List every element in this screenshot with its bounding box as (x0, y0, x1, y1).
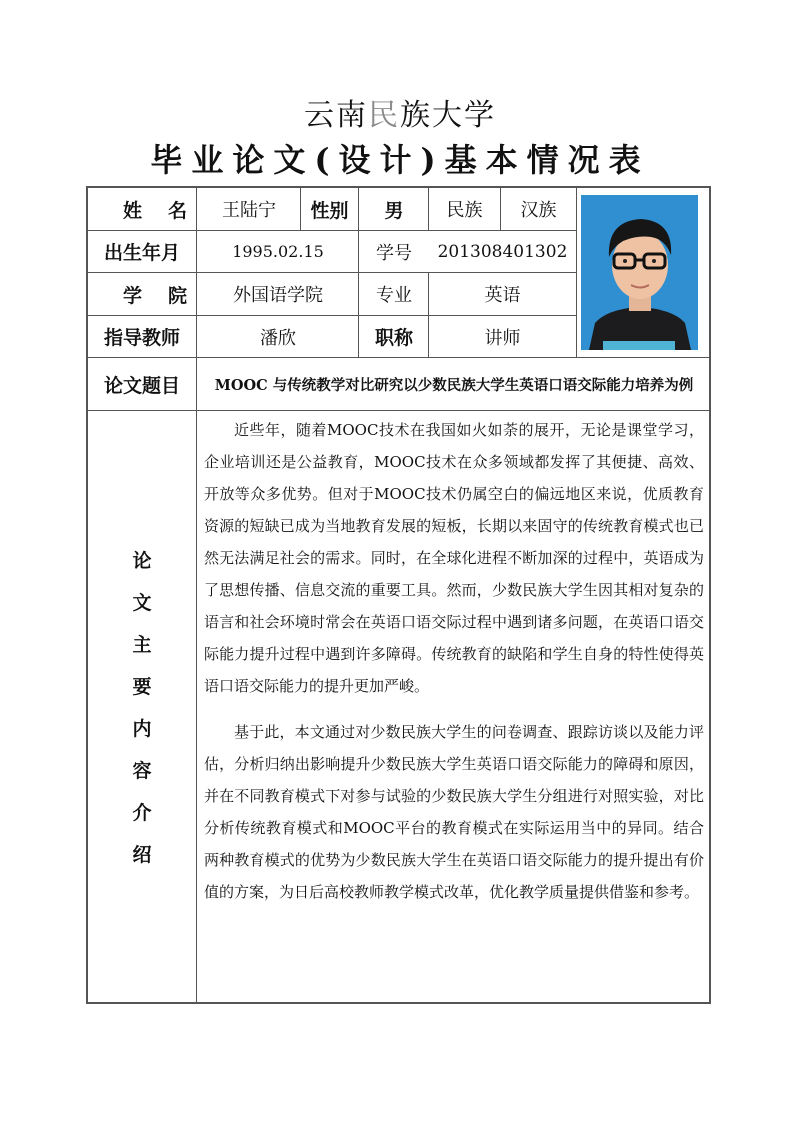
row-divider (88, 410, 709, 411)
name-label: 姓名 (122, 199, 213, 222)
student-id-label: 学号 (376, 242, 412, 264)
university-name-part1: 云南 (304, 98, 368, 133)
thesis-title: MOOC 与传统教学对比研究以少数民族大学生英语口语交际能力培养为例 (214, 376, 694, 394)
col-divider (576, 188, 577, 357)
gender-value: 男 (384, 199, 404, 222)
summary-label-char: 主 (132, 634, 152, 656)
student-portrait-icon (581, 195, 698, 350)
form-title: 毕业论文(设计)基本情况表 (150, 141, 650, 179)
advisor-label: 指导教师 (103, 327, 180, 349)
summary-label-char: 介 (132, 802, 152, 824)
summary-label-char: 内 (132, 718, 152, 740)
summary-label-char: 文 (132, 592, 152, 614)
college-label: 学院 (122, 284, 213, 307)
col-divider (358, 188, 359, 357)
summary-label-char: 容 (132, 760, 152, 782)
title-value: 讲师 (484, 327, 521, 349)
summary-label-char: 论 (132, 550, 152, 572)
major-value: 英语 (484, 285, 521, 306)
summary-label (88, 540, 196, 876)
ethnicity-value: 汉族 (520, 200, 557, 221)
advisor-value: 潘欣 (260, 327, 296, 349)
thesis-label: 论文题目 (103, 374, 180, 397)
summary-label-char: 绍 (132, 844, 152, 866)
summary-paragraph: 近些年，随着MOOC技术在我国如火如荼的展开，无论是课堂学习，企业培训还是公益教育，MOOC技术在众多领域都发挥了其便捷、高效、开放等众多优势。但对于MOOC技术仍属空白的偏远地区来说，优质教育资源的短缺已成为当地教育发展的短板，长期以来固守的传统教育模式也已然无法满足社会的需求。同时，在全球化进程不断加深的过程中，英语成为了思想传播、信息交流的重要工具。然而，少数民族大学生因其相对复杂的语言和社会环境时常会在英语口语交际过程中遇到诸多问题，在英语口语交际能力提升过程中遇到许多障碍。传统教育的缺陷和学生自身的特性使得英语口语交际能力的提升更加严峻。 (204, 421, 704, 695)
summary-text (204, 414, 704, 908)
university-name-part2: 族大学 (400, 98, 496, 133)
major-label: 专业 (376, 285, 412, 306)
portrait-graphic (581, 195, 698, 350)
gender-label: 性别 (310, 199, 349, 222)
title-label: 职称 (374, 327, 413, 349)
university-name (0, 96, 800, 136)
name-value: 王陆宁 (222, 200, 276, 221)
university-name-accent: 民 (368, 98, 400, 133)
birth-label: 出生年月 (103, 242, 180, 264)
summary-label-char: 要 (132, 676, 152, 698)
birth-value: 1995.02.15 (232, 242, 324, 261)
student-id-value: 201308401302 (437, 241, 568, 262)
college-value: 外国语学院 (233, 285, 323, 306)
summary-paragraph: 基于此，本文通过对少数民族大学生的问卷调查、跟踪访谈以及能力评估，分析归纳出影响提升少数民族大学生英语口语交际能力的障碍和原因，并在不同教育模式下对参与试验的少数民族大学生分组进行对照实验，对比分析传统教育模式和MOOC平台的教育模式在实际运用当中的异同。结合两种教育模式的优势为少数民族大学生在英语口语交际能力的提升提出有价值的方案，为日后高校教师教学模式改革，优化教学质量提供借鉴和参考。 (204, 723, 704, 901)
ethnicity-label: 民族 (446, 200, 483, 221)
